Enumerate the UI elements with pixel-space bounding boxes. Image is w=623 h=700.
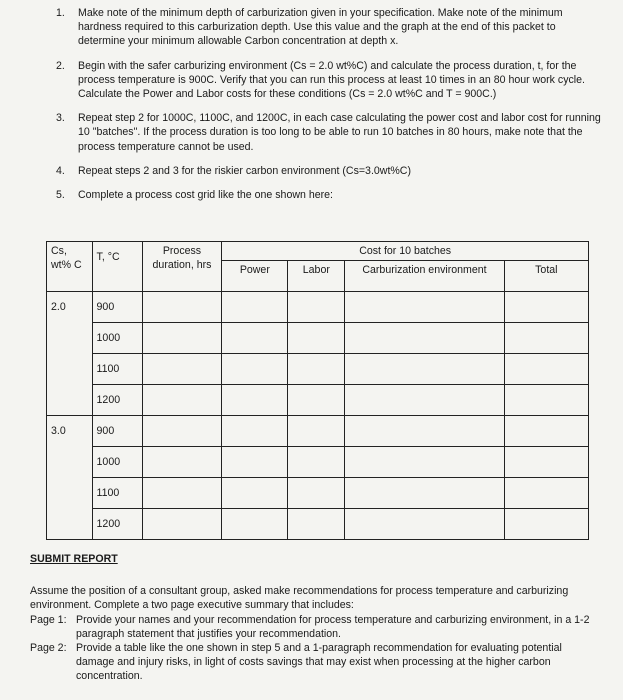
total-cell[interactable] [504,478,588,509]
total-cell[interactable] [504,292,588,323]
labor-cell[interactable] [288,416,345,447]
total-cell[interactable] [504,354,588,385]
page-requirement [30,613,600,641]
table-row [47,354,589,385]
carburization-cell[interactable] [345,509,504,540]
table-row [47,323,589,354]
labor-cell[interactable] [288,323,345,354]
step-text: Complete a process cost grid like the one shown here: [78,189,333,202]
carburization-cell[interactable] [345,292,504,323]
power-cell[interactable] [222,292,288,323]
step-text: Repeat step 2 for 1000C, 1100C, and 1200C, in each case calculating the power cost and labor cost for running 10 "batches". If the process duration is too long to be able to run 10 batches in 80 hours, make note that the process temperature cannot be used. [78,112,601,153]
step-number: 1. [56,7,65,19]
temp-value: 900 [92,292,142,323]
table-row [47,416,589,447]
duration-cell[interactable] [142,509,222,540]
duration-cell[interactable] [142,354,222,385]
page-label: Page 2: [30,642,67,655]
temp-value: 1200 [92,509,142,540]
header-cost-group: Cost for 10 batches [222,242,589,261]
step-item [56,188,601,202]
carburization-cell[interactable] [345,416,504,447]
table-row [47,292,589,323]
carburization-cell[interactable] [345,385,504,416]
header-cs: Cs, wt% C [47,242,93,292]
header-temp: T, °C [92,242,142,292]
step-text: Begin with the safer carburizing environment (Cs = 2.0 wt%C) and calculate the process duration, t, for the process temperature is 900C. Verify that you can run this process at least 10 times in an 80 hour work cycle. Calculate the Power and Labor costs for these conditions (Cs = 2.0 wt%C and T = 900C.) [78,59,585,101]
step-number: 2. [56,59,65,72]
page-requirement [30,641,600,684]
duration-cell[interactable] [142,416,222,447]
step-item [56,6,601,49]
labor-cell[interactable] [288,292,345,323]
temp-value: 1100 [92,478,142,509]
cs-value: 2.0 [47,292,93,416]
carburization-cell[interactable] [345,478,504,509]
header-power: Power [222,261,288,292]
instruction-steps [56,6,601,212]
table-row [47,447,589,478]
duration-cell[interactable] [142,385,222,416]
labor-cell[interactable] [288,385,345,416]
temp-value: 1000 [92,447,142,478]
temp-value: 900 [92,416,142,447]
submit-intro: Assume the position of a consultant group, asked make recommendations for process temperature and carburizing environment. Complete a two page executive summary that includes: [30,585,569,612]
carburization-cell[interactable] [345,447,504,478]
power-cell[interactable] [222,447,288,478]
carburization-cell[interactable] [345,354,504,385]
step-item [56,59,601,102]
temp-value: 1200 [92,385,142,416]
cs-value: 3.0 [47,416,93,540]
step-text: Make note of the minimum depth of carburization given in your specification. Make note of the minimum hardness required to this carburization depth. Use this value and the graph at the end of this packet to determine your minimum allowable Carbon concentration at depth x. [78,7,563,48]
temp-value: 1000 [92,323,142,354]
submit-report-title: SUBMIT REPORT [30,553,118,565]
labor-cell[interactable] [288,478,345,509]
header-duration: Process duration, hrs [142,242,222,292]
power-cell[interactable] [222,323,288,354]
step-item [56,164,601,178]
table-row [47,478,589,509]
table-row [47,385,589,416]
total-cell[interactable] [504,323,588,354]
labor-cell[interactable] [288,354,345,385]
total-cell[interactable] [504,385,588,416]
duration-cell[interactable] [142,292,222,323]
step-item [56,111,601,154]
total-cell[interactable] [504,447,588,478]
step-number: 4. [56,164,65,177]
step-text: Repeat steps 2 and 3 for the riskier carbon environment (Cs=3.0wt%C) [78,164,411,177]
total-cell[interactable] [504,509,588,540]
step-number: 5. [56,189,65,202]
temp-value: 1100 [92,354,142,385]
power-cell[interactable] [222,354,288,385]
carburization-cell[interactable] [345,323,504,354]
header-total: Total [504,261,588,292]
power-cell[interactable] [222,385,288,416]
process-cost-grid [46,241,589,540]
page-text: Provide a table like the one shown in step 5 and a 1-paragraph recommendation for evaluating potential damage and injury risks, in light of costs savings that may exist when processing at the higher carbon concentration. [76,642,562,683]
labor-cell[interactable] [288,509,345,540]
power-cell[interactable] [222,509,288,540]
labor-cell[interactable] [288,447,345,478]
power-cell[interactable] [222,416,288,447]
total-cell[interactable] [504,416,588,447]
page-text: Provide your names and your recommendation for process temperature and carburizing environment, in a 1-2 paragraph statement that justifies your recommendation. [76,613,590,640]
step-number: 3. [56,112,65,125]
page-label: Page 1: [30,613,67,626]
table-row [47,509,589,540]
submit-report-section [30,552,600,684]
header-labor: Labor [288,261,345,292]
duration-cell[interactable] [142,447,222,478]
power-cell[interactable] [222,478,288,509]
duration-cell[interactable] [142,478,222,509]
header-carburization: Carburization environment [345,261,504,292]
duration-cell[interactable] [142,323,222,354]
